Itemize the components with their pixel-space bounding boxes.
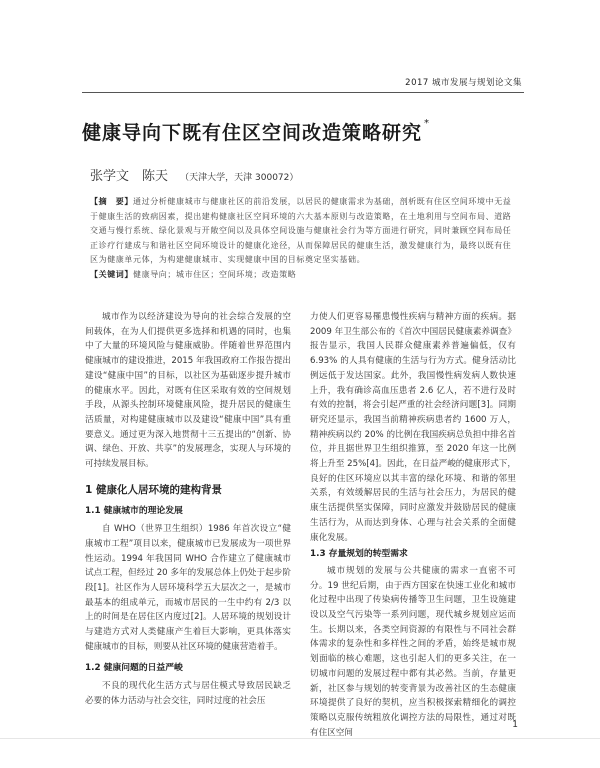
abstract-block [90,195,515,283]
abstract-label: 【摘 要】 [90,197,133,206]
page-number: 1 [512,720,518,730]
intro-paragraph: 城市作为以经济建设为导向的社会综合发展的空间载体，在为人们提供更多选择和机遇的同时，也集中了大量的环境风险与健康威胁。伴随着世界范围内健康城市的建设推进，2015 年我国政府工作报告提出建设“健康中国”的目标，以社区为基础逐步提升城市的健康水平。因此，对既有住区采取有效的空间规划手段，从源头控制环境健康风险，提升居民的健康生活质量，对构建健康城市以及建设“健康中国”具有重要意义。通过更为深入地贯彻十三五提出的“创新、协调、绿色、开放、共享”的发展理念，实现人与环境的可持续发展目标。 [85,312,291,470]
section-1-3-heading: 1.3 存量规划的转型需求 [310,549,408,560]
paper-title [82,118,502,145]
section-1-1-heading: 1.1 健康城市的理论发展 [85,506,183,517]
section-1-3-paragraph: 城市规划的发展与公共健康的需求一直密不可分。19 世纪后期，由于西方国家在快速工业化和城市化过程中出现了传染病传播等卫生问题，卫生设施建设以及空气污染等一系列问题，现代城乡规划应运而生。长期以来，各类空间资源的有限性与不同社会群体需求的复杂性和多样性之间的矛盾，始终是城市规划面临的核心难题，这也引起人们的更多关注，在一切城市问题的发展过程中都有其必然。当前，存量更新，社区参与规划的转变背景为改善社区的生态健康环境提供了良好的契机，应当积极探索精细化的调控策略以克服传统粗放化调控方法的局限性，通过对既有住区空间 [310,565,516,738]
body-column-right [310,310,516,740]
header-rule [82,92,524,93]
keywords-text: 健康导向；城市住区；空间环境；改造策略 [133,269,297,279]
section-1-1-paragraph: 自 WHO（世界卫生组织）1986 年首次设立“健康城市工程”项目以来，健康城市已发展成为一项世界性运动。1994 年我国同 WHO 合作建立了健康城市试点工程，但经过 20 多年的发展总体上仍处于起步阶段[1]。社区作为人居环境科学五大层次之一，是城市最基本的组成单元，而城市居民的一生中约有 2/3 以上的时间是在居住区内度过[2]。人居环境的规划设计与建造方式对人类健康产生着巨大影响，更具体落实健康城市的目标，则要从社区环境的健康营造着手。 [85,524,291,652]
running-header: 2017 城市发展与规划论文集 [405,78,522,88]
section-1-2-paragraph: 不良的现代化生活方式与居住模式导致居民缺乏必要的体力活动与社会交往，同时过度的社会压 [85,681,291,706]
author-line [90,165,298,184]
author-names: 张学文 陈天 [90,169,169,184]
paper-title-text: 健康导向下既有住区空间改造策略研究 [82,122,423,144]
bottom-edge [0,738,600,739]
continued-paragraph: 力使人们更容易罹患慢性疾病与精神方面的疾病。据 2009 年卫生部公布的《首次中国居民健康素养调查》报告显示，我国人民群众健康素养普遍偏低，仅有 6.93% 的人具有健康的生活与行为方式。健身活动比例远低于发达国家。此外，我国慢性病发病人数快速上升，我有确诊高血压患者 2.6 亿人，若不进行及时有效的控制，将会引起严重的社会经济问题[3]。同期研究还显示，我国当前精神疾病患者约 1600 万人，精神疾病以约 20% 的比例在我国疾病总负担中排名首位，并且据世界卫生组织推算，至 2020 年这一比例将上升至 25%[4]。因此，在日益严峻的健康形式下，良好的住区环境应以其丰富的绿化环境、和谐的邻里关系，有效缓解居民的生活与社会压力，为居民的健康生活提供坚实保障，同时应激发并鼓励居民的健康生活行为，从而达到身体、心理与社会关系的全面健康化发展。 [310,312,516,543]
abstract-text: 通过分析健康城市与健康社区的前沿发展，以居民的健康需求为基础，剖析既有住区空间环境中无益于健康生活的致病因素，提出建构健康社区空间环境的六大基本原则与改造策略，在土地利用与空间布局、道路交通与慢行系统、绿化景观与开敞空间以及具体空间设施与健康社会行为等方面进行研究，同时兼顾空间布局任正诊疗行建成与和谐社区空间环境设计的健康化途径，从而保障居民的健康生活，激发健康行为，最终以既有住区为健康单元体，为构建健康城市、实现健康中国的目标奠定坚实基础。 [90,197,512,265]
body-column-left [85,310,291,709]
section-1-2-heading: 1.2 健康问题的日益严峻 [85,663,183,674]
author-affiliation: （天津大学，天津 300072） [180,173,299,183]
section-1-heading: 1 健康化人居环境的建构背景 [85,483,222,496]
title-footnote-mark: * [424,118,431,129]
keywords-label: 【关键词】 [90,269,133,279]
